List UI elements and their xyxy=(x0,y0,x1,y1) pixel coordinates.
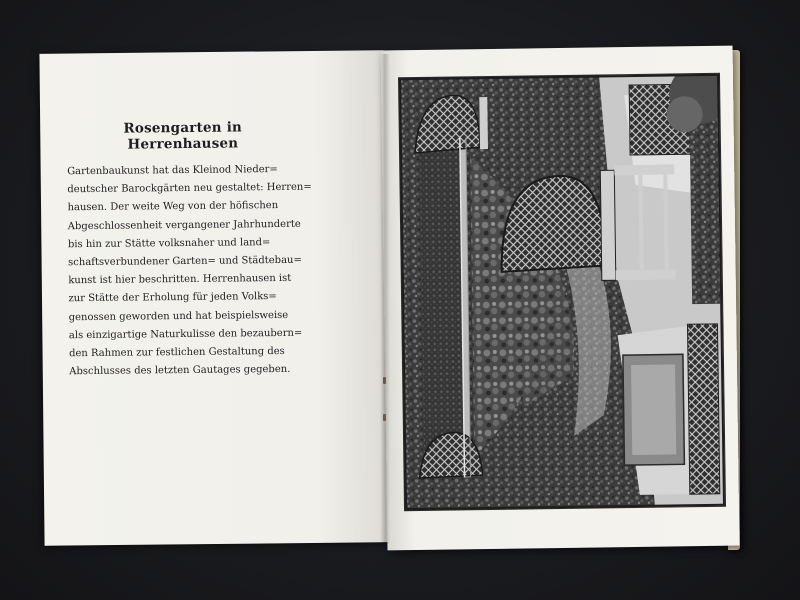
text-line: bis hin zur Stätte volksnaher und land= xyxy=(67,236,271,251)
body-paragraph xyxy=(67,161,312,382)
booklet-gutter xyxy=(380,54,390,544)
text-line: kunst ist hier beschritten. Herrenhausen ist xyxy=(68,273,292,287)
garden-illustration xyxy=(399,74,725,510)
text-line: Abschlusses des letzten Gautages gegeben. xyxy=(69,364,291,378)
page-title: Rosengarten in Herrenhausen xyxy=(123,119,243,153)
staple-top xyxy=(383,377,386,384)
text-line: als einzigartige Naturkulisse den bezaubern= xyxy=(68,327,303,342)
text-line: genossen geworden und hat beispielsweise xyxy=(68,309,289,323)
left-page-text xyxy=(67,119,312,382)
text-line: den Rahmen zur festlichen Gestaltung des xyxy=(69,345,285,360)
text-line: deutscher Barockgärten neu gestaltet: Herren= xyxy=(67,181,312,196)
text-line: zur Stätte der Erholung für jeden Volks= xyxy=(68,291,277,305)
staple-bottom xyxy=(383,414,386,421)
text-line: schaftsverbundener Garten= und Städtebau= xyxy=(68,254,302,269)
text-line: hausen. Der weite Weg von der höfischen xyxy=(67,200,279,214)
text-line: Gartenbaukunst hat das Kleinod Nieder= xyxy=(67,164,278,178)
rose-garden-photo-icon xyxy=(399,74,725,510)
text-line: Abgeschlossenheit vergangener Jahrhunderte xyxy=(67,218,301,232)
